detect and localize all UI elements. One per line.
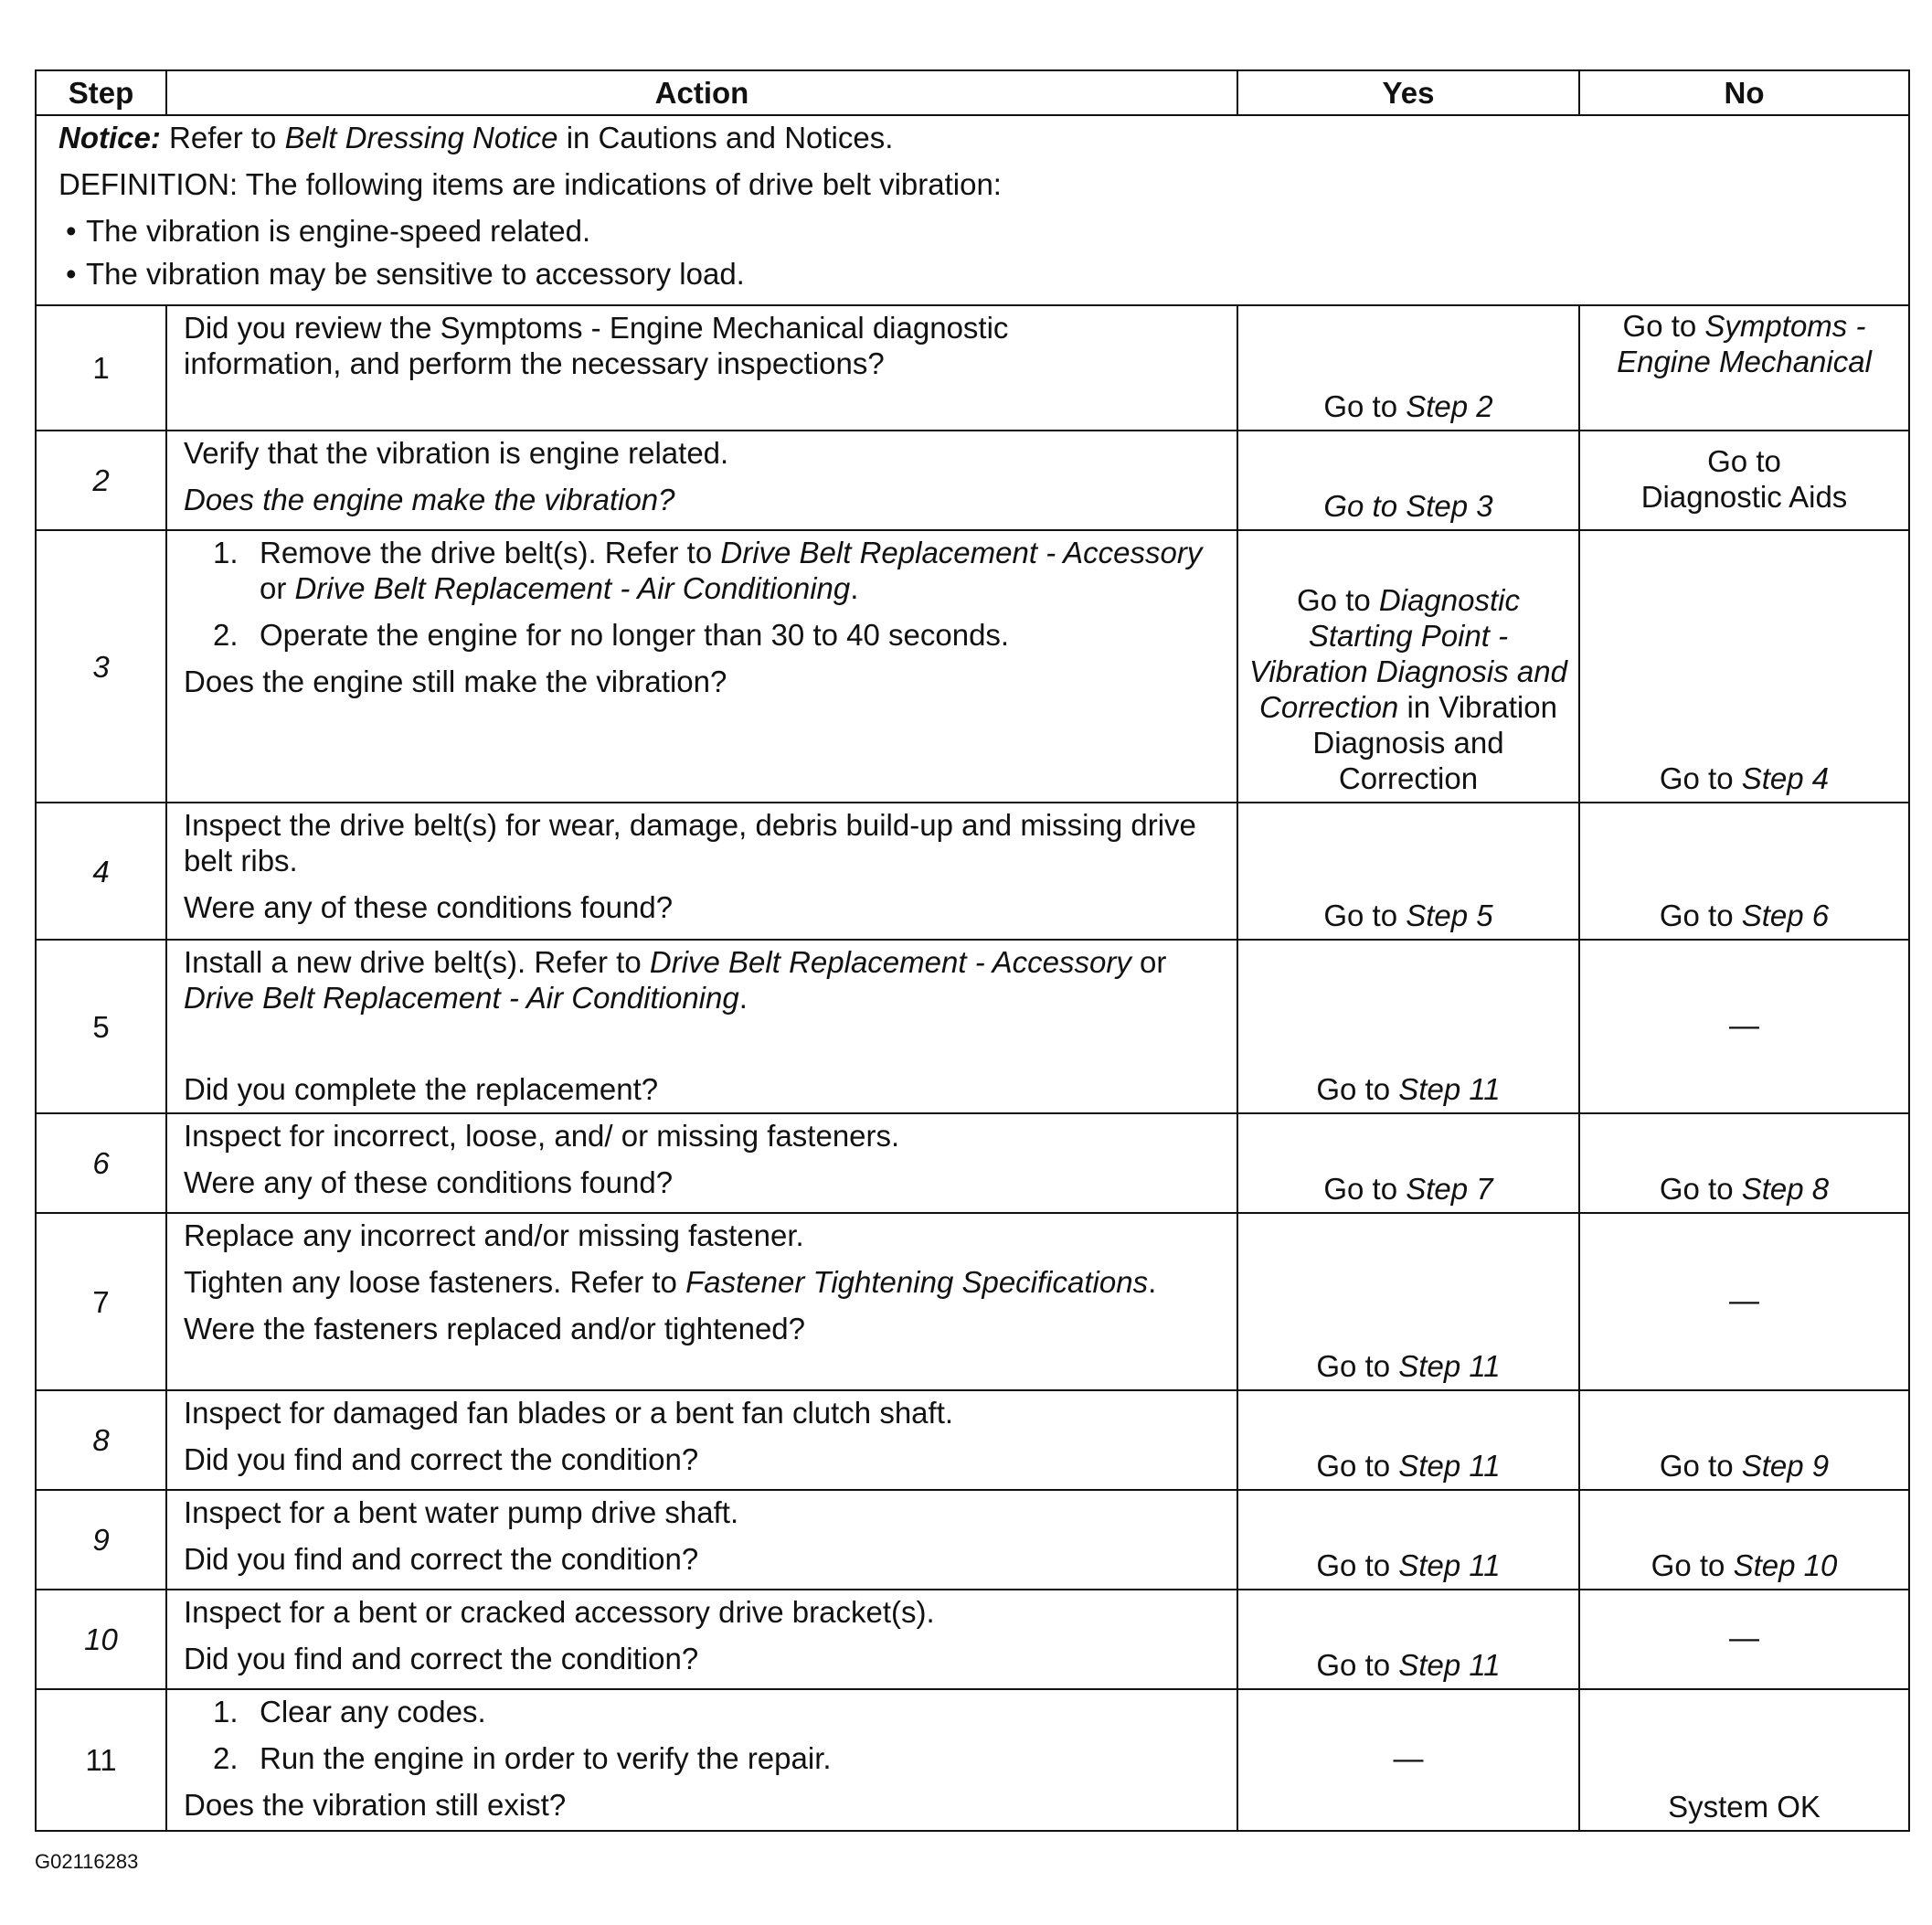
notice-text-after: in Cautions and Notices. xyxy=(557,121,894,154)
step-number: 2 xyxy=(36,431,166,530)
action-question: Were any of these conditions found? xyxy=(184,1165,674,1199)
step-row-6 xyxy=(36,1113,1909,1213)
reference-link[interactable]: Drive Belt Replacement - Accessory xyxy=(649,945,1131,979)
yes-text: Go to xyxy=(1316,1548,1399,1582)
step-number: 4 xyxy=(36,803,166,940)
action-question: Did you find and correct the condition? xyxy=(184,1642,699,1675)
yes-step-link[interactable]: Step 11 xyxy=(1398,1072,1501,1106)
step-row-9 xyxy=(36,1490,1909,1590)
action-cell xyxy=(166,1590,1237,1689)
no-reference-link[interactable]: Diagnostic Aids xyxy=(1640,479,1848,514)
no-cell xyxy=(1579,530,1909,803)
no-text: Go to xyxy=(1659,899,1742,932)
header-row xyxy=(36,70,1909,115)
notice-row xyxy=(36,115,1909,305)
action-cell xyxy=(166,1390,1237,1490)
action-step-item xyxy=(184,1740,1227,1776)
action-question: Did you find and correct the condition? xyxy=(184,1542,699,1576)
no-cell xyxy=(1579,1390,1909,1490)
item-number: 1. xyxy=(213,1695,239,1728)
no-step-link[interactable]: Step 4 xyxy=(1741,761,1830,795)
no-step-link[interactable]: Step 6 xyxy=(1741,899,1830,932)
yes-text: Go to xyxy=(1297,583,1379,617)
step-row-7 xyxy=(36,1213,1909,1390)
action-question: Does the engine make the vibration? xyxy=(184,483,675,516)
definition-list xyxy=(58,213,1899,292)
no-text: Go to xyxy=(1659,1172,1742,1206)
action-text: Inspect for a bent water pump drive shaft. xyxy=(184,1495,739,1529)
action-text: or xyxy=(260,571,295,605)
action-text: Replace any incorrect and/or missing fastener. xyxy=(184,1218,804,1252)
notice-reference: Belt Dressing Notice xyxy=(284,121,558,154)
no-cell xyxy=(1579,1113,1909,1213)
action-question: Does the vibration still exist? xyxy=(184,1788,567,1822)
yes-step-link[interactable]: Step 7 xyxy=(1406,1172,1493,1206)
step-number: 7 xyxy=(36,1213,166,1390)
no-cell: — xyxy=(1579,1590,1909,1689)
step-number: 3 xyxy=(36,530,166,803)
yes-step-link[interactable]: Step 11 xyxy=(1398,1349,1501,1383)
no-step-link[interactable]: Step 10 xyxy=(1733,1548,1838,1582)
yes-cell xyxy=(1237,1390,1579,1490)
no-text: Go to xyxy=(1622,309,1705,343)
yes-text: Go to xyxy=(1323,899,1407,932)
yes-step-link[interactable]: Step 3 xyxy=(1406,489,1493,523)
action-step-item xyxy=(184,535,1227,606)
action-cell xyxy=(166,803,1237,940)
header-yes: Yes xyxy=(1237,70,1579,115)
no-cell xyxy=(1579,803,1909,940)
yes-cell xyxy=(1237,1113,1579,1213)
action-text: Operate the engine for no longer than 30 to 40 seconds. xyxy=(260,618,1010,652)
no-text: Go to xyxy=(1651,1548,1734,1582)
no-text: Go to xyxy=(1707,443,1781,478)
yes-cell xyxy=(1237,803,1579,940)
action-text: or xyxy=(1131,945,1167,979)
yes-cell xyxy=(1237,1590,1579,1689)
yes-step-link[interactable]: Step 11 xyxy=(1398,1648,1501,1682)
action-text: information, and perform the necessary inspections? xyxy=(184,346,885,380)
no-cell: — xyxy=(1579,940,1909,1113)
no-reference-link[interactable]: Engine Mechanical xyxy=(1617,345,1872,378)
reference-link[interactable]: Drive Belt Replacement - Accessory xyxy=(720,536,1203,569)
action-text: Inspect for a bent or cracked accessory drive bracket(s). xyxy=(184,1595,935,1629)
no-cell xyxy=(1579,1490,1909,1590)
yes-cell xyxy=(1237,431,1579,530)
action-question: Were the fasteners replaced and/or tightened? xyxy=(184,1312,805,1345)
action-text: Run the engine in order to verify the repair. xyxy=(260,1741,832,1775)
step-number: 8 xyxy=(36,1390,166,1490)
yes-step-link[interactable]: Step 11 xyxy=(1398,1548,1501,1582)
action-text: Clear any codes. xyxy=(260,1695,486,1728)
yes-cell xyxy=(1237,305,1579,431)
no-step-link[interactable]: Step 9 xyxy=(1741,1449,1830,1483)
action-cell xyxy=(166,1213,1237,1390)
no-cell xyxy=(1579,431,1909,530)
definition-text: DEFINITION: The following items are indications of drive belt vibration: xyxy=(58,167,1002,201)
action-text: Install a new drive belt(s). Refer to xyxy=(184,945,650,979)
action-question: Were any of these conditions found? xyxy=(184,890,674,924)
notice-label: Notice: xyxy=(58,121,161,154)
reference-link[interactable]: Fastener Tightening Specifications xyxy=(685,1265,1149,1299)
yes-text: Go to xyxy=(1316,1349,1399,1383)
action-cell xyxy=(166,530,1237,803)
action-text: Tighten any loose fasteners. Refer to xyxy=(184,1265,686,1299)
yes-cell: — xyxy=(1237,1689,1579,1831)
action-text: Inspect for damaged fan blades or a bent fan clutch shaft. xyxy=(184,1396,954,1430)
no-cell: System OK xyxy=(1579,1689,1909,1831)
yes-text: Go to xyxy=(1323,1172,1407,1206)
yes-text: Go to xyxy=(1323,389,1407,423)
step-row-1 xyxy=(36,305,1909,431)
step-number: 9 xyxy=(36,1490,166,1590)
step-number: 5 xyxy=(36,940,166,1113)
reference-link[interactable]: Drive Belt Replacement - Air Conditioning xyxy=(294,571,851,605)
definition-item: • The vibration is engine-speed related. xyxy=(58,213,1899,249)
action-text-block xyxy=(184,944,1227,1016)
yes-cell xyxy=(1237,1490,1579,1590)
action-step-item xyxy=(184,617,1227,653)
notice-text: Refer to xyxy=(160,121,285,154)
notice-cell xyxy=(36,115,1909,305)
step-row-4 xyxy=(36,803,1909,940)
yes-cell xyxy=(1237,940,1579,1113)
no-step-link[interactable]: Step 8 xyxy=(1741,1172,1830,1206)
action-step-item xyxy=(184,1694,1227,1729)
yes-text: Go to xyxy=(1316,1449,1399,1483)
yes-text: Go to xyxy=(1316,1072,1399,1106)
action-cell xyxy=(166,940,1237,1113)
notice-line xyxy=(58,120,1899,155)
no-text: Go to xyxy=(1659,1449,1742,1483)
step-row-3 xyxy=(36,530,1909,803)
step-row-11 xyxy=(36,1689,1909,1831)
action-cell xyxy=(166,1113,1237,1213)
diagnostic-table xyxy=(35,69,1910,1832)
yes-step-link[interactable]: Step 2 xyxy=(1406,389,1493,423)
yes-text: in Vibration Diagnosis and Correction xyxy=(1312,690,1557,795)
action-text: Inspect for incorrect, loose, and/ or missing fasteners. xyxy=(184,1119,900,1153)
step-number: 6 xyxy=(36,1113,166,1213)
no-reference-link[interactable]: Symptoms - xyxy=(1704,309,1866,343)
action-text: . xyxy=(738,981,748,1015)
header-action: Action xyxy=(166,70,1237,115)
action-text: . xyxy=(850,571,859,605)
no-text: Go to xyxy=(1659,761,1742,795)
yes-cell xyxy=(1237,1213,1579,1390)
item-number: 2. xyxy=(213,618,239,652)
action-text: Inspect the drive belt(s) for wear, damage, debris build-up and missing drive belt ribs. xyxy=(184,808,1196,877)
action-question: Did you find and correct the condition? xyxy=(184,1442,699,1476)
yes-reference-link[interactable]: Diagnostic Starting Point - Vibration Diagnosis and Correction xyxy=(1249,583,1567,724)
step-number: 1 xyxy=(36,305,166,431)
yes-text: Go to xyxy=(1316,1648,1399,1682)
action-text: Verify that the vibration is engine related. xyxy=(184,436,729,470)
action-steps xyxy=(184,1694,1227,1776)
action-question: Did you complete the replacement? xyxy=(184,1072,659,1106)
header-step: Step xyxy=(36,70,166,115)
action-question: Does the engine still make the vibration? xyxy=(184,665,727,698)
action-text: Remove the drive belt(s). Refer to xyxy=(260,536,721,569)
item-number: 1. xyxy=(213,536,239,569)
action-text-block xyxy=(184,1264,1227,1300)
no-cell: — xyxy=(1579,1213,1909,1390)
action-cell xyxy=(166,431,1237,530)
step-row-10 xyxy=(36,1590,1909,1689)
action-text: Did you review the Symptoms - Engine Mechanical diagnostic xyxy=(184,311,1009,345)
action-cell xyxy=(166,1490,1237,1590)
action-cell xyxy=(166,305,1237,431)
item-number: 2. xyxy=(213,1741,239,1775)
step-number: 10 xyxy=(36,1590,166,1689)
yes-cell xyxy=(1237,530,1579,803)
yes-step-link[interactable]: Step 11 xyxy=(1398,1449,1501,1483)
no-cell xyxy=(1579,305,1909,431)
step-row-5 xyxy=(36,940,1909,1113)
step-row-8 xyxy=(36,1390,1909,1490)
header-no: No xyxy=(1579,70,1909,115)
yes-step-link[interactable]: Step 5 xyxy=(1406,899,1493,932)
reference-link[interactable]: Drive Belt Replacement - Air Conditioning xyxy=(184,981,739,1015)
definition-item: • The vibration may be sensitive to accessory load. xyxy=(58,256,1899,292)
yes-text: Go to xyxy=(1323,489,1407,523)
action-steps xyxy=(184,535,1227,653)
step-row-2 xyxy=(36,431,1909,530)
action-cell xyxy=(166,1689,1237,1831)
action-text: . xyxy=(1148,1265,1157,1299)
figure-id: G02116283 xyxy=(35,1850,139,1873)
step-number: 11 xyxy=(36,1689,166,1831)
